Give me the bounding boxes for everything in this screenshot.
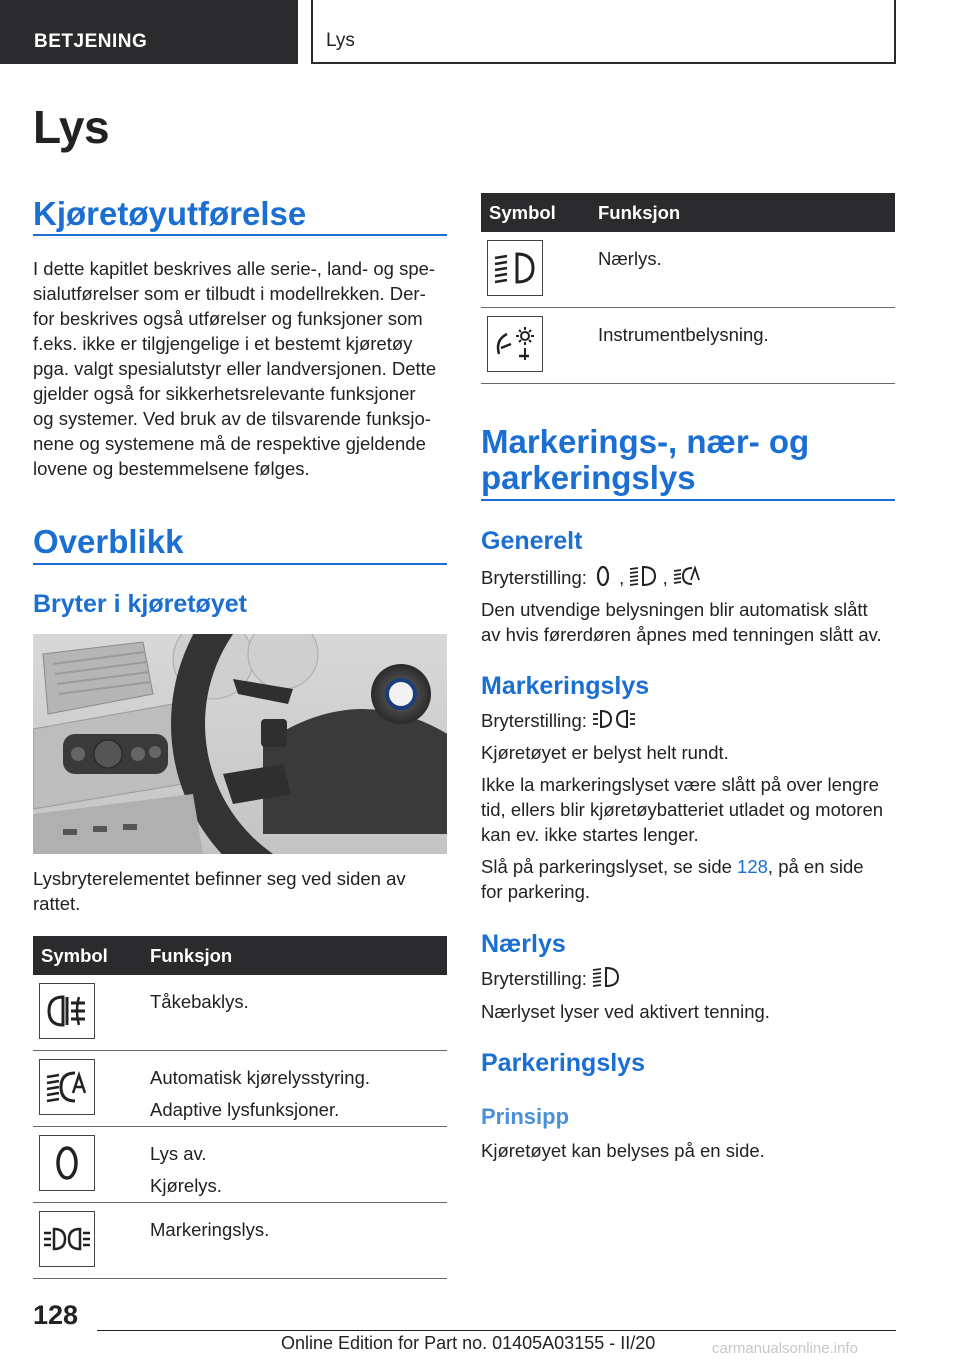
- table-row: [33, 1051, 447, 1127]
- table-row: [33, 1127, 447, 1203]
- heading-markeringslys: Markeringslys: [481, 672, 650, 700]
- intro-paragraph: I dette kapitlet beskrives alle serie-, land- og spe- sialutførelser som er tilbudt i modellrekken. Der- for beskrives også utførelser og funksjoner som f.eks. ikke er tilgjengelige i et bestemt kjøretøy pga. valgt spesialutstyr eller landversjonen. Dette gjelder også for sikkerhetsrelevante funksjoner og systemer. Ved bruk av de tilsvarende funksjo- nene og systemene må de respektive gjeldende lovene og bestemmelsene følges.: [33, 258, 437, 479]
- generelt-paragraph: Den utvendige belysningen blir automatisk slått av hvis førerdøren åpnes med tenningen slått av.: [481, 599, 882, 645]
- heading-bryter: Bryter i kjøretøyet: [33, 590, 247, 618]
- prinsipp-paragraph: Kjøretøyet kan belyses på en side.: [481, 1140, 765, 1161]
- row-text: Lys av.: [150, 1143, 207, 1164]
- markering-paragraph-3: [481, 854, 901, 904]
- page-link-128[interactable]: 128: [737, 856, 768, 877]
- heading-markerings-naer-parkering: Markerings-, nær- og parkeringslys: [481, 423, 810, 496]
- row-text: Instrumentbelysning.: [598, 324, 769, 345]
- table-row: [481, 232, 895, 308]
- heading-rule: [481, 499, 895, 501]
- switch-label: Bryterstilling:: [481, 968, 587, 989]
- switch-positions-naerlys: [481, 966, 895, 994]
- section-tab: BETJENING: [0, 0, 298, 64]
- table-row: [33, 1203, 447, 1279]
- markering-paragraph-1: Kjøretøyet er belyst helt rundt.: [481, 742, 729, 763]
- table-row: [481, 308, 895, 384]
- auto-headlight-icon: [673, 565, 701, 593]
- low-beam-icon: [629, 565, 657, 593]
- switch-label: Bryterstilling:: [481, 710, 587, 731]
- col-symbol: Symbol: [41, 944, 108, 966]
- row-text: Automatisk kjørelysstyring.: [150, 1067, 370, 1088]
- table-row: [33, 975, 447, 1051]
- footer-rule: [97, 1330, 896, 1331]
- fog-light-icon: [39, 983, 95, 1039]
- text: Slå på parkeringslyset, se side: [481, 856, 738, 877]
- page-number: 128: [33, 1300, 79, 1330]
- heading-rule: [33, 563, 447, 565]
- table-header: [481, 193, 895, 232]
- photo-caption: Lysbryterelementet befinner seg ved siden av rattet.: [33, 868, 406, 914]
- heading-naerlys: Nærlys: [481, 930, 566, 958]
- naerlys-paragraph: Nærlyset lyser ved aktivert tenning.: [481, 1001, 770, 1022]
- heading-generelt: Generelt: [481, 527, 583, 555]
- lights-off-icon: [592, 565, 614, 593]
- row-text: Kjørelys.: [150, 1175, 222, 1196]
- symbol-table-right: [481, 193, 895, 384]
- low-beam-icon: [487, 240, 543, 296]
- parking-light-icon: [39, 1211, 95, 1267]
- switch-label: Bryterstilling:: [481, 567, 587, 588]
- heading-parkeringslys: Parkeringslys: [481, 1049, 645, 1077]
- table-header: [33, 936, 447, 975]
- dashboard-photo: [33, 634, 447, 854]
- low-beam-icon: [592, 966, 620, 994]
- row-text: Nærlys.: [598, 248, 662, 269]
- symbol-table-left: [33, 936, 447, 1279]
- col-funksjon: Funksjon: [150, 944, 233, 966]
- col-funksjon: Funksjon: [598, 201, 681, 223]
- separator: ,: [662, 567, 668, 588]
- page-title: Lys: [33, 101, 110, 153]
- auto-headlight-icon: [39, 1059, 95, 1115]
- row-text: Adaptive lysfunksjoner.: [150, 1099, 340, 1120]
- heading-prinsipp: Prinsipp: [481, 1104, 570, 1129]
- heading-rule: [33, 234, 447, 236]
- heading-kjoretoyutforelse: Kjøretøyutførelse: [33, 195, 307, 232]
- col-symbol: Symbol: [489, 201, 556, 223]
- parking-light-icon: [592, 708, 636, 736]
- lights-off-icon: [39, 1135, 95, 1191]
- row-text: Markeringslys.: [150, 1219, 270, 1240]
- instrument-lighting-icon: [487, 316, 543, 372]
- row-text: Tåkebaklys.: [150, 991, 249, 1012]
- markering-paragraph-2: Ikke la markeringslyset være slått på over lengre tid, ellers blir kjøretøybatteriet utladet og motoren kan ev. ikke startes lenger.: [481, 774, 884, 845]
- switch-positions-markeringslys: [481, 708, 895, 736]
- text: , på en side for parkering.: [481, 856, 864, 902]
- chapter-tab: Lys: [311, 0, 896, 64]
- switch-positions-generelt: [481, 565, 895, 593]
- separator: ,: [619, 567, 625, 588]
- heading-overblikk: Overblikk: [33, 523, 184, 560]
- watermark: carmanualsonline.info: [712, 1340, 858, 1357]
- edition-text: Online Edition for Part no. 01405A03155 - II/20: [281, 1333, 656, 1353]
